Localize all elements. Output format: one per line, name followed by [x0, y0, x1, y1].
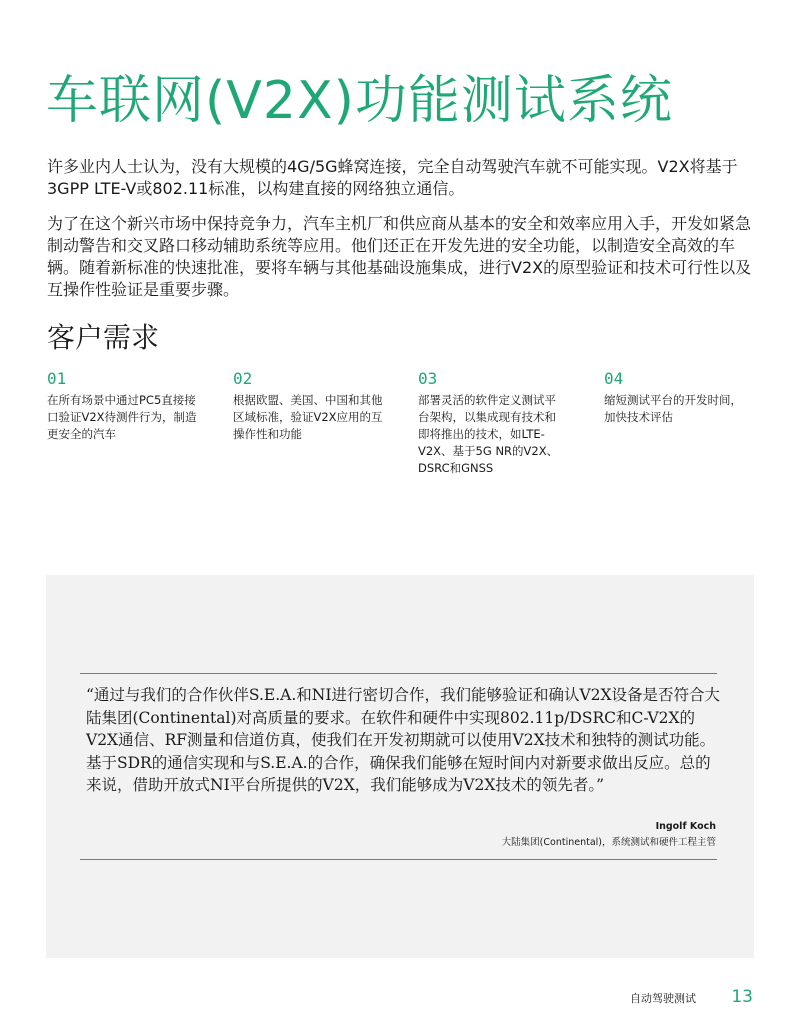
testimonial-quote: “通过与我们的合作伙伴S.E.A.和NI进行密切合作，我们能够验证和确认V2X设备是否符合大陆集团(Continental)对高质量的要求。在软件和硬件中实现802.11p/DSRC和C-V2X的V2X通信、RF测量和信道仿真，使我们在开发初期就可以使用V2X技术和独特的测试功能。基于SDR的通信实现和与S.E.A.的合作，确保我们能够在短时间内对新要求做出反应。总的来说，借助开放式NI平台所提供的V2X，我们能够成为V2X技术的领先者。” — [86, 686, 721, 794]
need-number: 02 — [233, 369, 253, 388]
need-item — [47, 368, 199, 443]
intro-paragraph: 许多业内人士认为，没有大规模的4G/5G蜂窝连接，完全自动驾驶汽车就不可能实现。V2X将基于3GPP LTE-V或802.11标准，以构建直接的网络独立通信。 — [47, 157, 738, 198]
page-number: 13 — [731, 987, 753, 1007]
page-title: 车联网(V2X)功能测试系统 — [46, 71, 673, 131]
need-text: 根据欧盟、美国、中国和其他区域标准，验证V2X应用的互操作性和功能 — [233, 393, 383, 441]
need-text: 部署灵活的软件定义测试平台架构，以集成现有技术和即将推出的技术，如LTE-V2X、基于5G NR的V2X、DSRC和GNSS — [418, 393, 559, 475]
need-number: 01 — [47, 369, 67, 388]
need-text: 缩短测试平台的开发时间，加快技术评估 — [604, 393, 742, 424]
customer-needs-list — [47, 368, 757, 478]
need-number: 04 — [604, 369, 624, 388]
footer-section-label: 自动驾驶测试 — [630, 992, 696, 1005]
need-item — [418, 368, 566, 477]
need-number: 03 — [418, 369, 438, 388]
need-item — [233, 368, 385, 443]
need-item — [604, 368, 744, 426]
customer-needs-heading: 客户需求 — [47, 321, 160, 354]
intro-text — [47, 156, 759, 314]
testimonial-role: 大陆集团(Continental)，系统测试和硬件工程主管 — [501, 837, 716, 848]
testimonial-author: Ingolf Koch — [655, 821, 716, 832]
quote-bottom-divider — [80, 859, 717, 860]
intro-paragraph: 为了在这个新兴市场中保持竞争力，汽车主机厂和供应商从基本的安全和效率应用入手，开发如紧急制动警告和交叉路口移动辅助系统等应用。他们还正在开发先进的安全功能，以制造安全高效的车辆。随着新标准的快速批准，要将车辆与其他基础设施集成，进行V2X的原型验证和技术可行性以及互操作性验证是重要步骤。 — [47, 214, 752, 299]
need-text: 在所有场景中通过PC5直接接口验证V2X待测件行为，制造更安全的汽车 — [47, 393, 197, 441]
quote-top-divider — [80, 673, 717, 674]
